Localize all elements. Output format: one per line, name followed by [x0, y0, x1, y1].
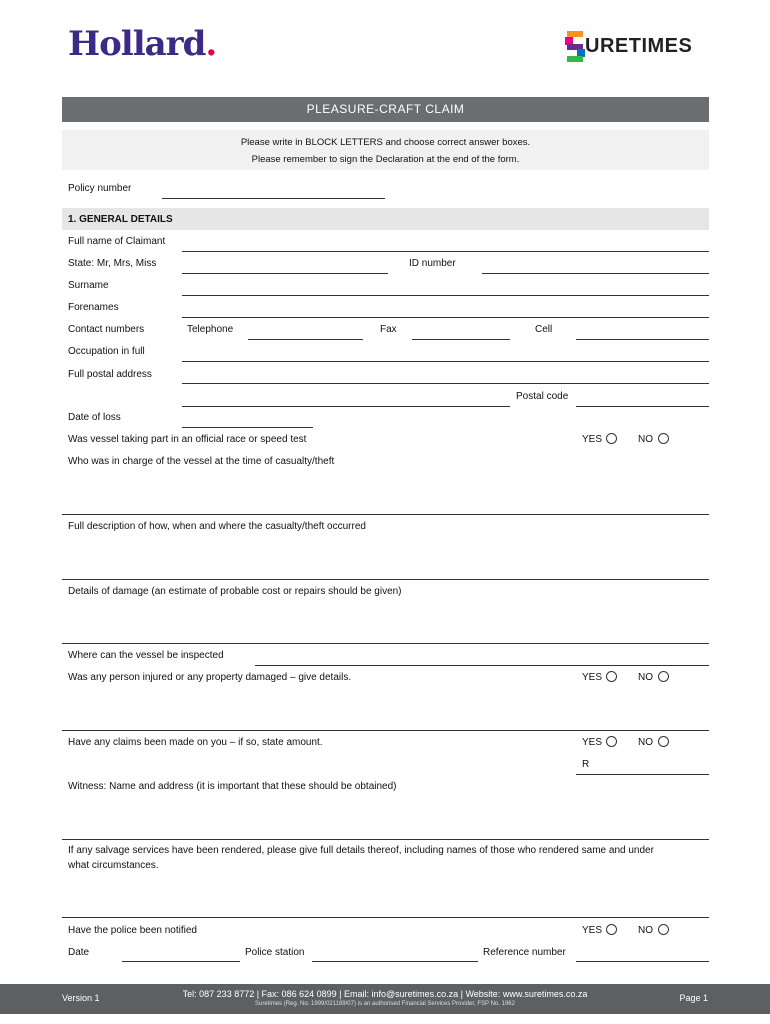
state-field[interactable]: [182, 273, 388, 274]
official-race-no-radio[interactable]: [658, 433, 669, 444]
official-race-yes-radio[interactable]: [606, 433, 617, 444]
claims-made-yes-label: YES: [582, 737, 603, 748]
police-notified-label: Have the police been notified: [68, 925, 197, 936]
claims-made-no-label: NO: [638, 737, 653, 748]
details-damage-label: Details of damage (an estimate of probable cost or repairs should be given): [68, 586, 402, 597]
police-notified-no-label: NO: [638, 925, 653, 936]
cell-label: Cell: [535, 324, 553, 335]
police-notified-yes-radio[interactable]: [606, 924, 617, 935]
footer: [0, 984, 770, 1014]
full-name-label: Full name of Claimant: [68, 236, 166, 247]
where-inspected-field[interactable]: [255, 665, 709, 666]
reference-number-label: Reference number: [483, 947, 566, 958]
state-label: State: Mr, Mrs, Miss: [68, 258, 157, 269]
person-injured-label: Was any person injured or any property damaged – give details.: [68, 672, 352, 683]
official-race-no-label: NO: [638, 434, 653, 445]
forenames-field[interactable]: [182, 317, 709, 318]
hollard-logo: [68, 24, 216, 64]
official-race-label: Was vessel taking part in an official race or speed test: [68, 434, 307, 445]
claims-made-no-radio[interactable]: [658, 736, 669, 747]
postal-address-label: Full postal address: [68, 369, 152, 380]
suretimes-s-icon: [563, 29, 587, 63]
surname-label: Surname: [68, 280, 109, 291]
fax-field[interactable]: [412, 339, 510, 340]
details-damage-field[interactable]: [62, 643, 709, 644]
postal-code-label: Postal code: [516, 391, 569, 402]
suretimes-logo: [563, 28, 713, 68]
full-description-field[interactable]: [62, 579, 709, 580]
forenames-label: Forenames: [68, 302, 119, 313]
hollard-logo-dot: .: [205, 24, 217, 64]
person-injured-no-label: NO: [638, 672, 653, 683]
claims-made-label: Have any claims been made on you – if so, state amount.: [68, 737, 323, 748]
suretimes-logo-text: URETIMES: [585, 35, 693, 57]
id-number-field[interactable]: [482, 273, 709, 274]
in-charge-field[interactable]: [62, 514, 709, 515]
date-of-loss-label: Date of loss: [68, 412, 121, 423]
footer-registration: Suretimes (Reg. No. 1999/021189/07) is an authorised Financial Services Provider, FSP No. 1962: [255, 1001, 515, 1007]
police-station-label: Police station: [245, 947, 305, 958]
fax-label: Fax: [380, 324, 397, 335]
form-title: PLEASURE-CRAFT CLAIM: [62, 97, 709, 122]
claim-amount-currency: R: [582, 759, 590, 770]
date-of-loss-field[interactable]: [182, 427, 313, 428]
police-notified-no-radio[interactable]: [658, 924, 669, 935]
claims-made-yes-radio[interactable]: [606, 736, 617, 747]
hollard-logo-text: Hollard: [68, 24, 206, 64]
salvage-label-line-1: If any salvage services have been rendered, please give full details thereof, including names of those who rendered same and under: [68, 845, 654, 856]
person-injured-yes-label: YES: [582, 672, 603, 683]
policy-number-field[interactable]: [162, 198, 385, 199]
policy-number-label: Policy number: [68, 183, 132, 194]
instruction-line-2: Please remember to sign the Declaration at the end of the form.: [251, 154, 520, 165]
contact-numbers-label: Contact numbers: [68, 324, 145, 335]
postal-address-field-1[interactable]: [182, 383, 709, 384]
full-name-field[interactable]: [182, 251, 709, 252]
telephone-field[interactable]: [248, 339, 363, 340]
salvage-field[interactable]: [62, 917, 709, 918]
police-date-field[interactable]: [122, 961, 240, 962]
witness-field[interactable]: [62, 839, 709, 840]
police-station-field[interactable]: [312, 961, 478, 962]
reference-number-field[interactable]: [576, 961, 709, 962]
postal-code-field[interactable]: [576, 406, 709, 407]
in-charge-label: Who was in charge of the vessel at the time of casualty/theft: [68, 456, 335, 467]
where-inspected-label: Where can the vessel be inspected: [68, 650, 224, 661]
claim-amount-field[interactable]: [576, 774, 709, 775]
salvage-label-line-2: what circumstances.: [68, 860, 159, 871]
witness-label: Witness: Name and address (it is important that these should be obtained): [68, 781, 397, 792]
full-description-label: Full description of how, when and where the casualty/theft occurred: [68, 521, 366, 532]
telephone-label: Telephone: [187, 324, 234, 335]
occupation-label: Occupation in full: [68, 346, 145, 357]
person-injured-field[interactable]: [62, 730, 709, 731]
official-race-yes-label: YES: [582, 434, 603, 445]
police-notified-yes-label: YES: [582, 925, 603, 936]
surname-field[interactable]: [182, 295, 709, 296]
section-1-heading: 1. GENERAL DETAILS: [68, 214, 173, 225]
person-injured-yes-radio[interactable]: [606, 671, 617, 682]
police-date-label: Date: [68, 947, 90, 958]
person-injured-no-radio[interactable]: [658, 671, 669, 682]
instruction-line-1: Please write in BLOCK LETTERS and choose correct answer boxes.: [240, 137, 531, 148]
footer-page-number: Page 1: [679, 993, 708, 1003]
postal-address-field-2[interactable]: [182, 406, 510, 407]
footer-contact: Tel: 087 233 8772 | Fax: 086 624 0899 | Email: info@suretimes.co.za | Website: www.suretimes.co.za: [182, 989, 588, 999]
footer-version: Version 1: [62, 993, 100, 1003]
occupation-field[interactable]: [182, 361, 709, 362]
cell-field[interactable]: [576, 339, 709, 340]
id-number-label: ID number: [409, 258, 456, 269]
